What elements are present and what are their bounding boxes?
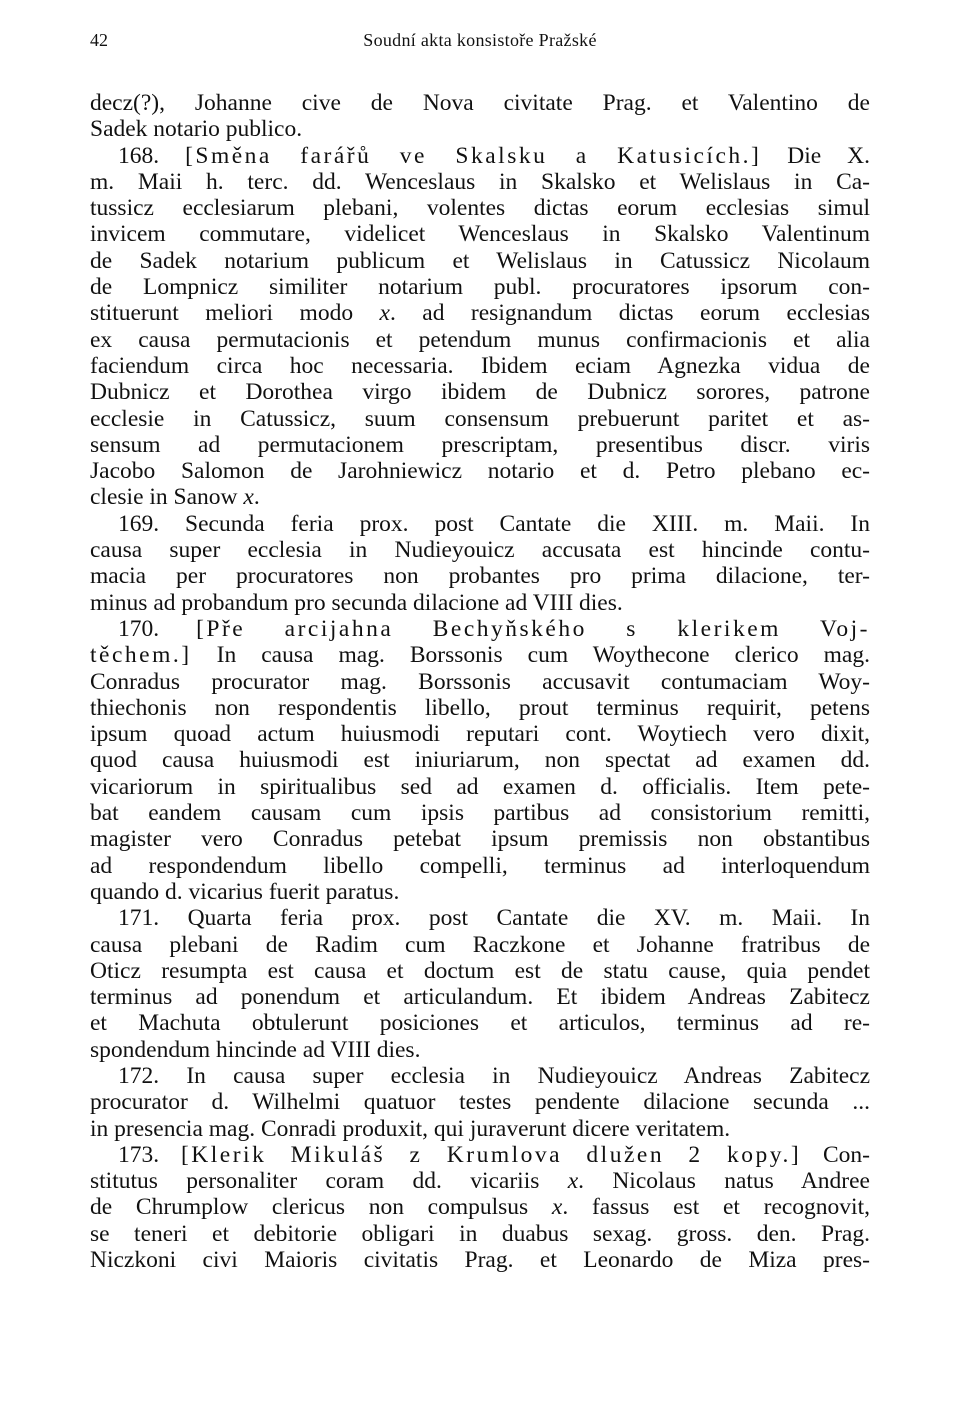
section-heading: [Pře arcijahna Bechyňského s klerikem Voj- [196, 615, 870, 642]
text-line: minus ad probandum pro secunda dilacione ad VIII dies. [90, 589, 623, 616]
text-line [90, 143, 870, 169]
text-line [90, 1194, 870, 1220]
text-line [90, 642, 870, 668]
text-line [90, 1168, 870, 1194]
text-line: ecclesie in Catussicz, suum consensum prebuerunt paritet et as- [90, 405, 870, 432]
text-line: Niczkoni civi Maioris civitatis Prag. et Leonardo de Miza pres- [90, 1247, 870, 1274]
text-run: stituerunt meliori modo [90, 300, 380, 327]
section-heading: [Klerik Mikuláš z Krumlova dlužen 2 kopy.] [180, 1141, 802, 1168]
text-line [90, 616, 870, 642]
text-line: vicariorum in spiritualibus sed ad examen d. officialis. Item pete- [90, 773, 870, 800]
text-line: se teneri et debitorie obligari in duabus sexag. gross. den. Prag. [90, 1220, 870, 1247]
text-line: ex causa permutacionis et petendum munus confirmacionis et alia [90, 326, 870, 353]
text-line: Oticz resumpta est causa et doctum est de statu cause, quia pendet [90, 957, 870, 984]
text-line: bat eandem causam cum ipsis partibus ad consistorium remitti, [90, 800, 870, 827]
text-run: In causa mag. Borssonis cum Woythecone clerico mag. [191, 642, 870, 669]
text-line: Dubnicz et Dorothea virgo ibidem de Dubnicz sorores, patrone [90, 379, 870, 406]
text-line [90, 484, 870, 510]
text-line: quod causa huiusmodi est iniuriarum, non spectat ad examen dd. [90, 747, 870, 774]
text-line: sensum ad permutacionem prescriptam, presentibus discr. viris [90, 431, 870, 458]
text-line: causa plebani de Radim cum Raczkone et Johanne fratribus de [90, 931, 870, 958]
text-run: clesie in Sanow [90, 484, 244, 511]
text-line: terminus ad ponendum et articulandum. Et ibidem Andreas Zabitecz [90, 984, 870, 1011]
text-line: Jacobo Salomon de Jarohniewicz notario et d. Petro plebano ec- [90, 458, 870, 485]
text-run: 168. [118, 142, 186, 169]
text-line: m. Maii h. terc. dd. Wenceslaus in Skalsko et Welislaus in Ca- [90, 168, 870, 195]
section-heading: těchem.] [90, 642, 192, 669]
text-line: 169. Secunda feria prox. post Cantate die XIII. m. Maii. In [118, 510, 870, 537]
abbreviation-mark: x [551, 1194, 563, 1221]
text-run: Die X. [761, 142, 870, 169]
text-line: et Machuta obtulerunt posiciones et articulos, terminus ad re- [90, 1010, 870, 1037]
text-line: 171. Quarta feria prox. post Cantate die XV. m. Maii. In [118, 905, 870, 932]
body-text [90, 90, 870, 1273]
text-line: 172. In causa super ecclesia in Nudieyouicz Andreas Zabitecz [118, 1062, 870, 1089]
text-run: de Chrumplow clericus non compulsus [90, 1194, 552, 1221]
text-line: faciendum circa hoc necessaria. Ibidem eciam Agnezka vidua de [90, 352, 870, 379]
text-line: tussicz ecclesiarum plebani, volentes dictas eorum ecclesias simul [90, 195, 870, 222]
text-line: thiechonis non respondentis libello, prout terminus requirit, petens [90, 694, 870, 721]
text-line: ad respondendum libello compelli, terminus ad interloquendum [90, 852, 870, 879]
text-run: . fassus est et recognovit, [562, 1194, 870, 1221]
text-line: invicem commutare, videlicet Wenceslaus in Skalsko Valentinum [90, 221, 870, 248]
text-line: Sadek notario publico. [90, 116, 303, 143]
text-line: causa super ecclesia in Nudieyouicz accusata est hincinde contu- [90, 537, 870, 564]
text-line: Conradus procurator mag. Borssonis accusavit contumaciam Woy- [90, 668, 870, 695]
text-line: de Sadek notarium publicum et Welislaus in Catussicz Nicolaum [90, 247, 870, 274]
document-page [90, 30, 870, 1273]
text-line: macia per procuratores non probantes pro prima dilacione, ter- [90, 563, 870, 590]
text-line: magister vero Conradus petebat ipsum premissis non obstantibus [90, 826, 870, 853]
text-run: . ad resignandum dictas eorum ecclesias [389, 300, 871, 327]
text-line: quando d. vicarius fuerit paratus. [90, 878, 400, 905]
section-heading: [Směna farářů ve Skalsku a Katusicích.] [185, 142, 762, 169]
abbreviation-mark: x [567, 1168, 579, 1195]
text-line [90, 1142, 870, 1168]
text-line [90, 300, 870, 326]
text-run: Con- [801, 1141, 871, 1168]
running-header [90, 30, 870, 60]
abbreviation-mark: x [243, 484, 254, 511]
running-title: Soudní akta konsistoře Pražské [363, 30, 597, 50]
text-line: spondendum hincinde ad VIII dies. [90, 1036, 421, 1063]
page-number: 42 [90, 30, 108, 50]
text-run: 173. [118, 1141, 181, 1168]
abbreviation-mark: x [379, 300, 390, 327]
text-run: . [253, 484, 260, 511]
text-run: . Nicolaus natus Andree [578, 1168, 870, 1195]
text-line: decz(?), Johanne cive de Nova civitate Prag. et Valentino de [90, 90, 870, 116]
text-line: de Lompnicz similiter notarium publ. procuratores ipsorum con- [90, 274, 870, 301]
text-run: stitutus personaliter coram dd. vicariis [90, 1168, 568, 1195]
text-line: ipsum quoad actum huiusmodi reputari cont. Woytiech vero dixit, [90, 721, 870, 748]
text-run: 170. [118, 615, 197, 642]
text-line: in presencia mag. Conradi produxit, qui juraverunt dicere veritatem. [90, 1115, 731, 1142]
text-line: procurator d. Wilhelmi quatuor testes pendente dilacione secunda ... [90, 1089, 870, 1116]
